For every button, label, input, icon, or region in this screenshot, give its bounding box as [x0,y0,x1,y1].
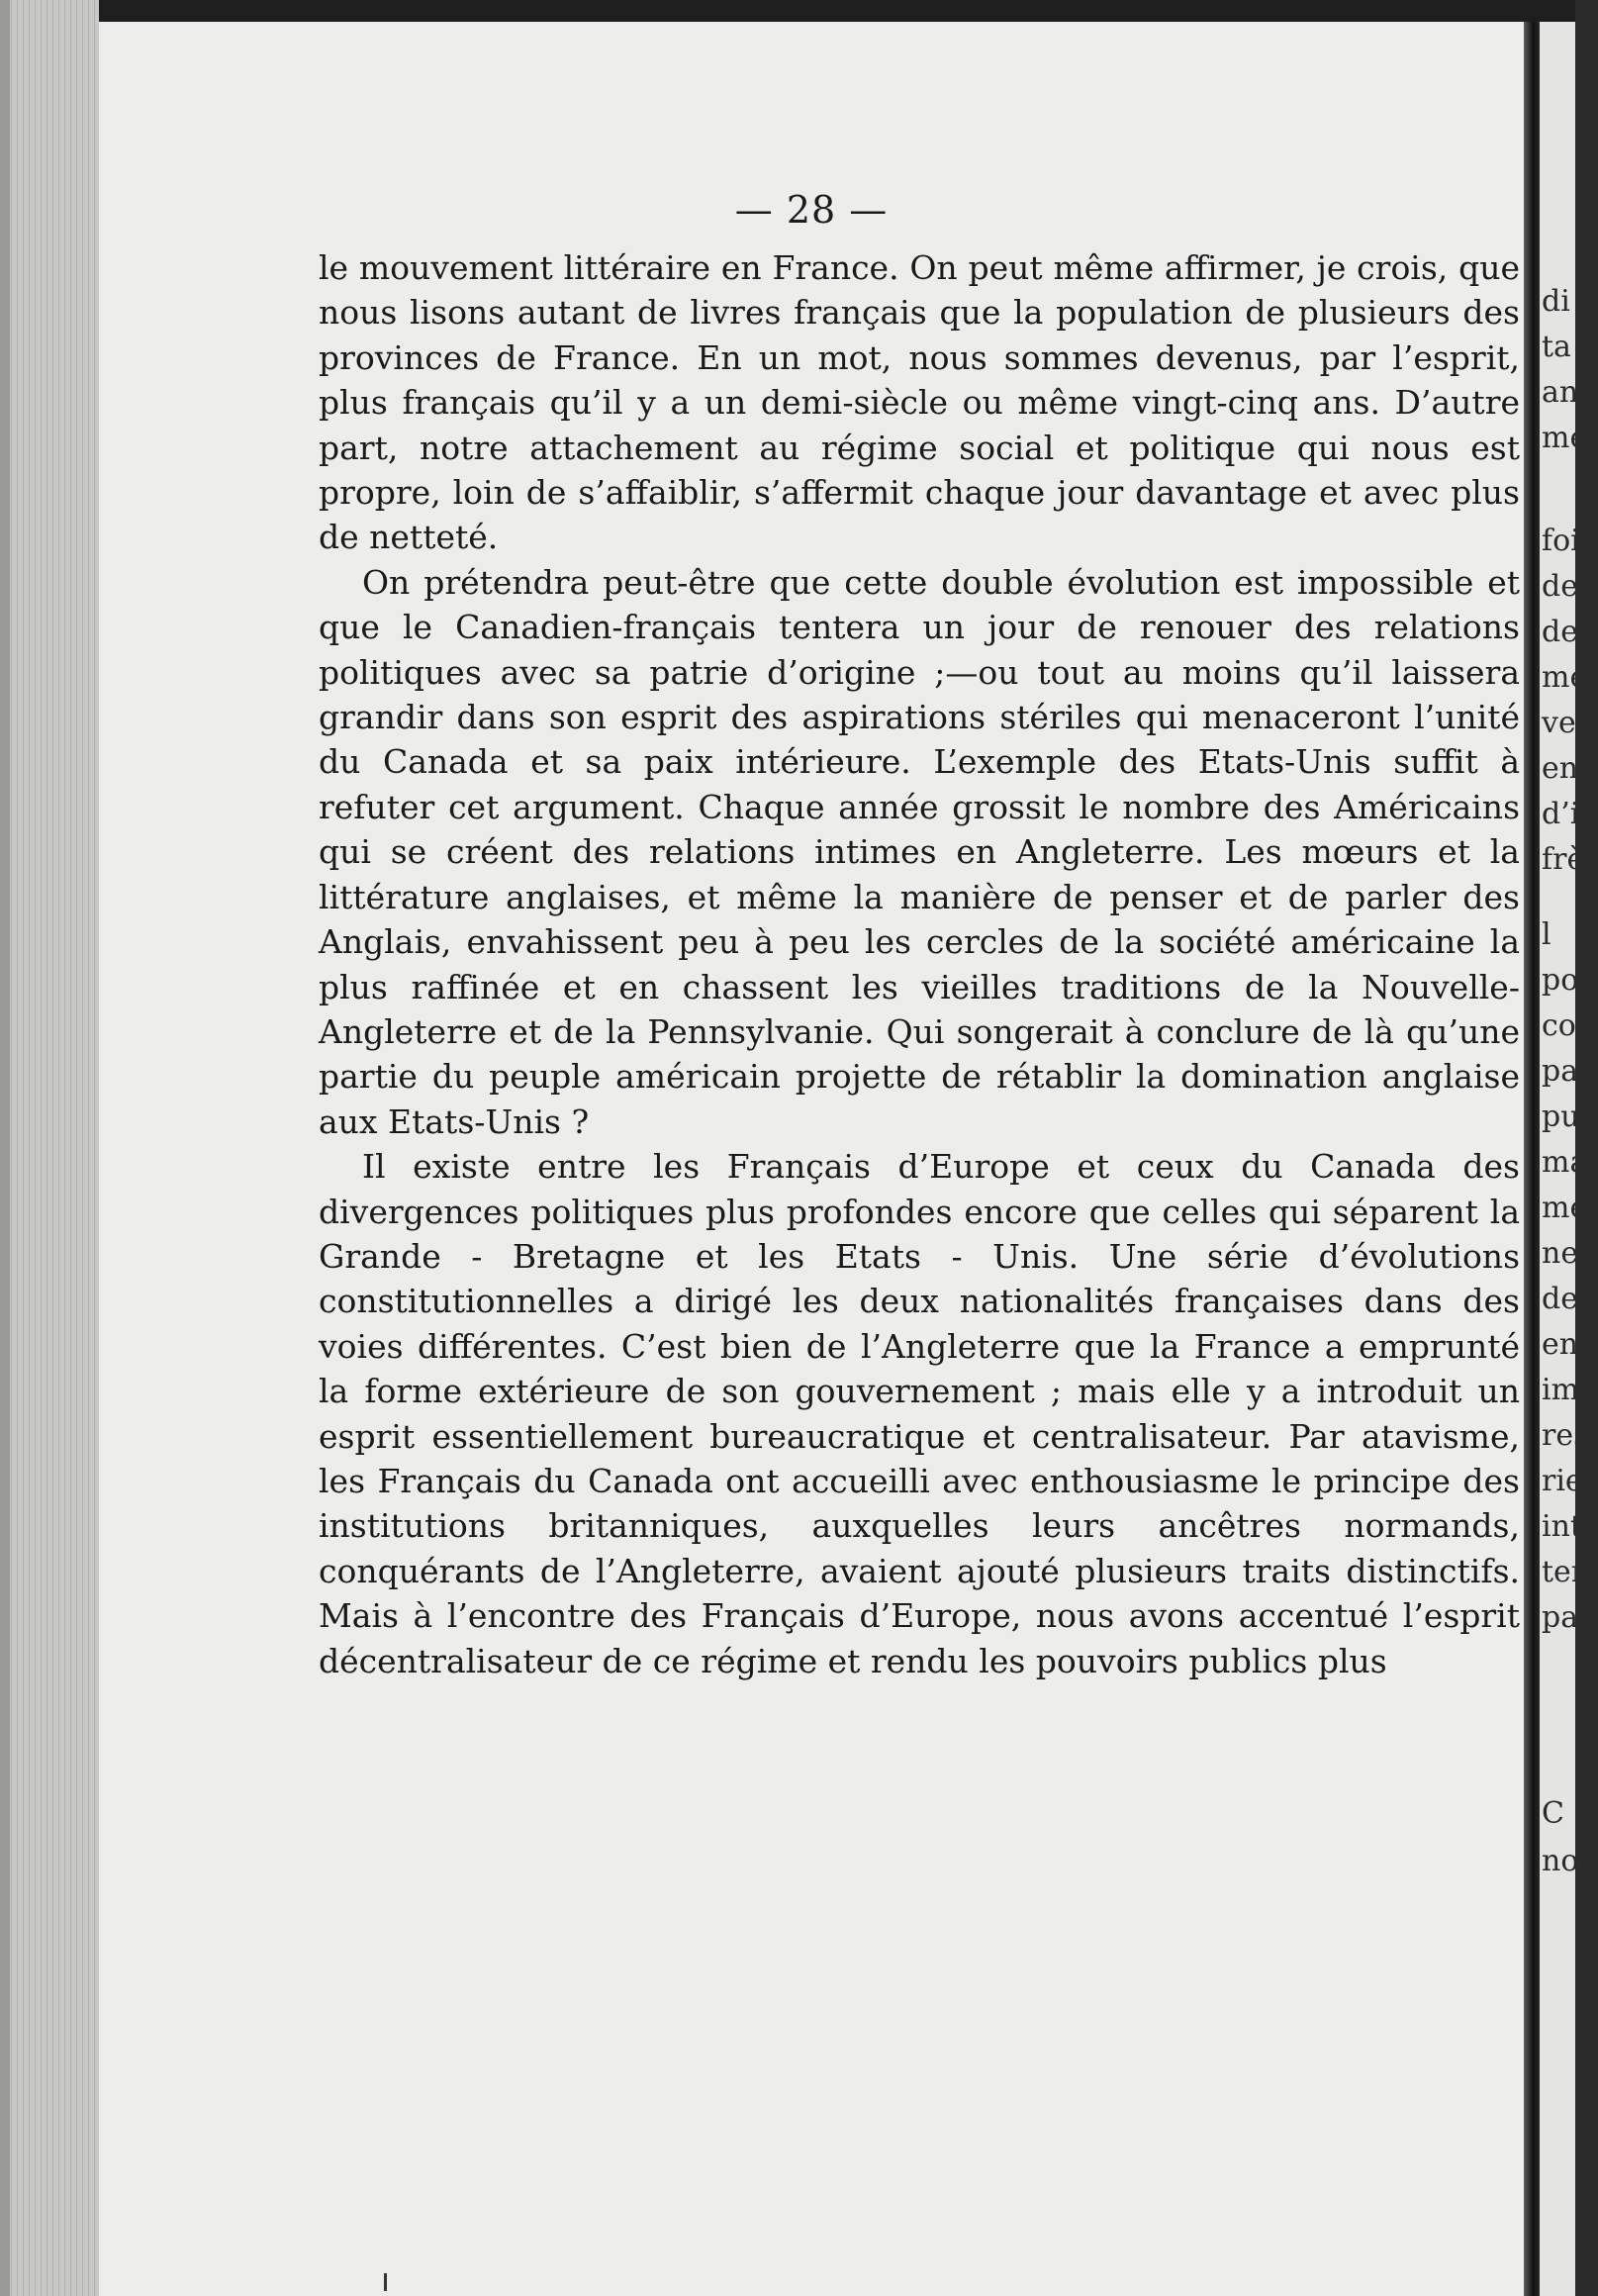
facing-fragment: an [1542,375,1579,410]
facing-fragment: ve [1542,706,1576,740]
facing-fragment: me [1542,660,1588,695]
facing-fragment: en [1542,751,1579,786]
paragraph-3: Il existe entre les Français d’Europe et ceux du Canada des divergences politiques plus profondes encore que celles qui séparent la Grande - Bretagne et les Etats - Unis. Une série d’évolutions constitutionnelles a dirigé les deux nationalités françaises dans des voies différentes. C’est bien de l’Angleterre que la France a emprunté la forme extérieure de son gouvernement ; mais elle y a introduit un esprit essentiellement bureaucratique et centralisateur. Par atavisme, les Français du Canada ont accueilli avec enthousiasme le principe des institutions britanniques, auxquelles leurs ancêtres normands, conquérants de l’Angleterre, avaient ajouté plusieurs traits distinctifs. Mais à l’encontre des Français d’Europe, nous avons accentué l’esprit décentralisateur de ce régime et rendu les pouvoirs publics plus [319,1147,1520,1680]
facing-fragment: ma [1542,1145,1588,1180]
book-gutter [1524,22,1540,2296]
facing-fragment: po [1542,963,1579,998]
facing-fragment: de [1542,1282,1578,1316]
page-body-text [319,245,1520,1683]
facing-fragment: pat [1542,1600,1591,1635]
facing-fragment: de [1542,615,1578,649]
facing-fragment: frè [1542,842,1585,877]
facing-fragment: foi [1542,524,1580,558]
scan-artifact-mark [384,2273,387,2291]
scanner-top-band [0,0,1575,22]
facing-fragment: ne [1542,1236,1579,1271]
facing-fragment: di [1542,284,1570,319]
stacked-page-edges [0,0,99,2296]
facing-fragment: ta [1542,330,1571,364]
facing-fragment: l [1542,917,1551,952]
facing-fragment: nou [1542,1844,1598,1878]
facing-fragment: im [1542,1373,1580,1407]
facing-fragment: pu [1542,1100,1580,1134]
facing-fragment: me [1542,421,1588,455]
facing-fragment: me [1542,1191,1588,1225]
facing-fragment: ent [1542,1327,1591,1362]
facing-fragment: de [1542,569,1578,604]
page-number: — 28 — [734,188,889,232]
facing-fragment: co [1542,1008,1576,1043]
facing-fragment: d’i [1542,797,1580,831]
facing-fragment: C [1542,1796,1564,1831]
left-binding-shadow [0,0,10,2296]
facing-fragment: pa [1542,1054,1579,1089]
facing-fragment: int [1542,1509,1582,1544]
paragraph-2: On prétendra peut-être que cette double évolution est impossible et que le Canadien-français tentera un jour de renouer des relations politiques avec sa patrie d’origine ;—ou tout au moins qu’il laissera grandir dans son esprit des aspirations stériles qui menaceront l’unité du Canada et sa paix intérieure. L’exemple des Etats-Unis suffit à refuter cet argument. Chaque année grossit le nombre des Américains qui se créent des relations intimes en Angleterre. Les mœurs et la littérature anglaises, et même la manière de penser et de parler des Anglais, envahissent peu à peu les cercles de la société américaine la plus raffinée et en chassent les vieilles traditions de la Nouvelle-Angleterre et de la Pennsylvanie. Qui songerait à conclure de là qu’une partie du peuple américain projette de rétablir la domination anglaise aux Etats-Unis ? [319,562,1520,1141]
facing-fragment: rie [1542,1464,1583,1498]
paragraph-1: le mouvement littéraire en France. On peut même affirmer, je crois, que nous lisons autant de livres français que la population de plusieurs des provinces de France. En un mot, nous sommes devenus, par l’esprit, plus français qu’il y a un demi-siècle ou même vingt-cinq ans. D’autre part, notre attachement au régime social et politique qui nous est propre, loin de s’affaiblir, s’affermit chaque jour davantage et avec plus de netteté. [319,248,1520,557]
facing-page-strip [1540,22,1598,2296]
facing-fragment: ter [1542,1555,1586,1589]
facing-fragment: res [1542,1418,1589,1453]
